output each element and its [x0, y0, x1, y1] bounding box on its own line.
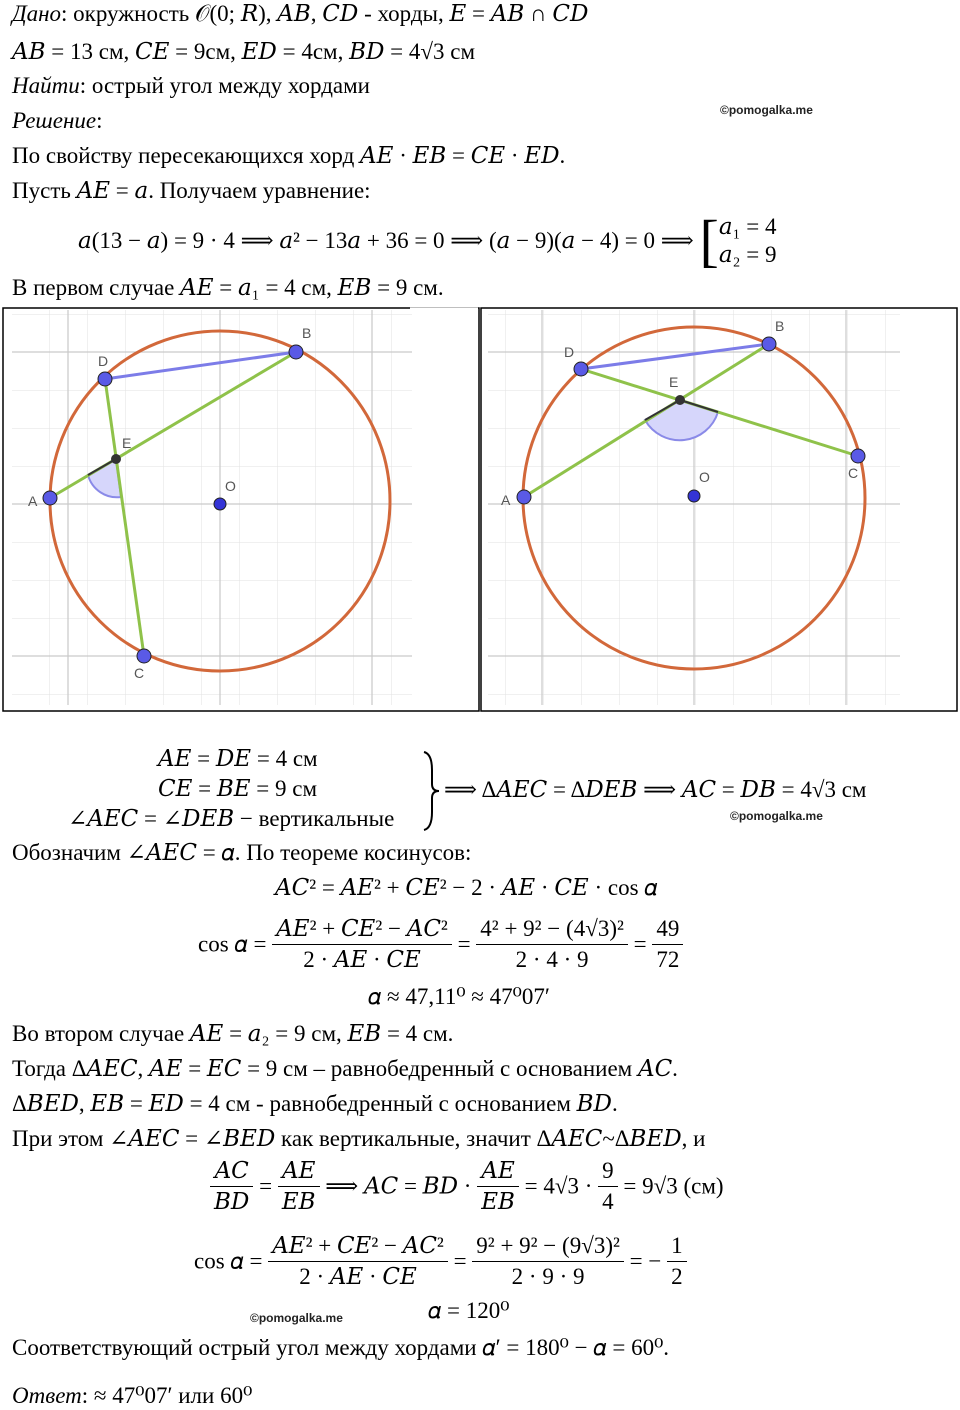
given-label: Дано [12, 1, 62, 26]
left-grid [12, 310, 412, 705]
system-line-1: 𝐴𝐸 = 𝐷𝐸 = 4 см [158, 746, 318, 771]
cos2-num-2: 9² + 9² − (9√3)² [472, 1231, 624, 1262]
ratio-den-3: 𝐸𝐵 [481, 1189, 515, 1214]
ratio-num-3: 𝐴𝐸 [477, 1156, 519, 1187]
ratio-den-2: 𝐸𝐵 [281, 1189, 316, 1214]
cos2-lhs: cos 𝛼 = [194, 1248, 263, 1274]
left-point-e [111, 454, 121, 464]
right-label-d: D [564, 344, 575, 360]
left-label-c: C [134, 665, 145, 681]
case-1: В первом случае 𝐴𝐸 = 𝑎₁ = 4 см, 𝐸𝐵 = 9 см. [12, 275, 444, 300]
find-label: Найти [12, 73, 80, 98]
cos2-minus: = − [629, 1248, 662, 1274]
cos1-num-1: 𝐴𝐸² + 𝐶𝐸² − 𝐴𝐶² [272, 914, 452, 945]
right-point-e [675, 395, 685, 405]
given-values: 𝐴𝐵 = 13 см, 𝐶𝐸 = 9см, 𝐸𝐷 = 4см, 𝐵𝐷 = 4√3 см [12, 39, 476, 64]
alpha-2: 𝛼 = 120⁰ [428, 1298, 510, 1323]
system-result: ⟹ Δ𝐴𝐸𝐶 = Δ𝐷𝐸𝐵 ⟹ 𝐴𝐶 = 𝐷𝐵 = 4√3 см [444, 777, 867, 802]
case-2: Во втором случае 𝐴𝐸 = 𝑎₂ = 9 см, 𝐸𝐵 = 4 см. [12, 1021, 454, 1046]
ratio-frac-4 [598, 1156, 618, 1217]
cos2-frac-1 [268, 1231, 448, 1292]
roots-bracket: [ [699, 208, 719, 273]
cos1-frac-2 [476, 914, 628, 975]
ratio-end: = 9√3 (см) [623, 1173, 724, 1199]
right-label-a: A [501, 492, 511, 508]
system-line-3: ∠𝐴𝐸𝐶 = ∠𝐷𝐸𝐵 − вертикальные [68, 806, 395, 831]
right-point-d [574, 362, 588, 376]
bed-line: Δ𝐵𝐸𝐷, 𝐸𝐵 = 𝐸𝐷 = 4 см - равнобедренный с основанием 𝐵𝐷. [12, 1091, 618, 1116]
similar-line: При этом ∠𝐴𝐸𝐶 = ∠𝐵𝐸𝐷 как вертикальные, значит Δ𝐴𝐸𝐶~Δ𝐵𝐸𝐷, и [12, 1126, 706, 1151]
system-line-2: 𝐶𝐸 = 𝐵𝐸 = 9 см [158, 776, 318, 801]
cos-formula-1 [198, 914, 683, 975]
cos2-den-1: 2 · 𝐴𝐸 · 𝐶𝐸 [299, 1264, 417, 1289]
system-brace [420, 750, 442, 832]
figures [0, 300, 960, 715]
answer-label: Ответ [12, 1383, 82, 1408]
chord-property: По свойству пересекающихся хорд 𝐴𝐸 · 𝐸𝐵 = 𝐶𝐸 · 𝐸𝐷. [12, 143, 566, 168]
watermark-3: ©pomogalka.me [250, 1311, 343, 1325]
cos1-frac-3 [652, 914, 683, 975]
right-label-c: C [848, 465, 859, 481]
left-label-a: A [28, 493, 38, 509]
cos2-frac-3 [667, 1231, 687, 1292]
cos1-eq-2: = [633, 931, 647, 957]
find-text: : острый угол между хордами [79, 73, 370, 98]
left-label-b: B [302, 325, 312, 341]
cos1-num-3: 49 [652, 914, 683, 945]
ratio-num-2: 𝐴𝐸 [278, 1156, 320, 1187]
answer-line [12, 1382, 252, 1410]
left-point-a [43, 491, 57, 505]
watermark-1: ©pomogalka.me [720, 103, 813, 117]
left-point-b [289, 345, 303, 359]
cos1-lhs: cos 𝛼 = [198, 931, 267, 957]
ratio-frac-1 [210, 1156, 253, 1217]
right-point-a [517, 490, 531, 504]
root-2: 𝑎₂ = 9 [718, 242, 777, 267]
given-text: : окружность 𝒪(0; 𝑅), 𝐴𝐵, 𝐶𝐷 - хорды, 𝐸 = 𝐴𝐵 ∩ 𝐶𝐷 [61, 1, 589, 26]
ratio-num-1: 𝐴𝐶 [210, 1156, 253, 1187]
right-label-o: O [699, 469, 710, 485]
right-label-e: E [669, 374, 679, 390]
ratio-den-4: 4 [602, 1189, 614, 1214]
cos2-num-1: 𝐴𝐸² + 𝐶𝐸² − 𝐴𝐶² [268, 1231, 448, 1262]
cos2-eq-1: = [453, 1248, 467, 1274]
cosine-law: 𝐴𝐶² = 𝐴𝐸² + 𝐶𝐸² − 2 · 𝐴𝐸 · 𝐶𝐸 · cos 𝛼 [275, 875, 658, 900]
given-line [12, 0, 588, 28]
left-label-o: O [225, 478, 236, 494]
alpha-1: 𝛼 ≈ 47,11⁰ ≈ 47⁰07′ [368, 984, 550, 1009]
ratio-formula [210, 1156, 724, 1217]
cos2-den-2: 2 · 9 · 9 [511, 1264, 585, 1289]
ratio-frac-3 [477, 1156, 519, 1217]
cos-formula-2 [194, 1231, 687, 1292]
ratio-den-1: 𝐵𝐷 [214, 1189, 250, 1214]
answer-text: : ≈ 47⁰07′ или 60⁰ [81, 1383, 253, 1408]
solution-colon: : [96, 108, 103, 133]
denote-line: Обозначим ∠𝐴𝐸𝐶 = 𝛼. По теореме косинусов: [12, 840, 472, 865]
left-point-d [98, 372, 112, 386]
root-1: 𝑎₁ = 4 [718, 214, 777, 239]
right-point-b [762, 337, 776, 351]
roots [719, 213, 777, 269]
watermark-2: ©pomogalka.me [730, 809, 823, 823]
ratio-num-4: 9 [598, 1156, 618, 1187]
cos1-num-2: 4² + 9² − (4√3)² [476, 914, 628, 945]
cos2-den-3: 2 [671, 1264, 683, 1289]
right-point-c [851, 449, 865, 463]
let-ae: Пусть 𝐴𝐸 = 𝑎. Получаем уравнение: [12, 178, 371, 203]
ratio-frac-2 [278, 1156, 320, 1217]
left-point-o [214, 498, 226, 510]
solution-label: Решение [12, 108, 97, 133]
right-point-o [688, 490, 700, 502]
left-label-d: D [98, 353, 109, 369]
acute-angle: Соответствующий острый угол между хордами 𝛼′ = 180⁰ − 𝛼 = 60⁰. [12, 1335, 670, 1360]
cos1-den-1: 2 · 𝐴𝐸 · 𝐶𝐸 [303, 947, 421, 972]
cos1-frac-1 [272, 914, 452, 975]
quadratic-equation [78, 208, 777, 273]
solution-line [12, 107, 103, 135]
ratio-mid-2: = 4√3 · [524, 1173, 593, 1199]
cos1-den-2: 2 · 4 · 9 [515, 947, 589, 972]
cos2-num-3: 1 [667, 1231, 687, 1262]
right-label-b: B [775, 318, 785, 334]
ratio-mid: ⟹ 𝐴𝐶 = 𝐵𝐷 · [325, 1173, 472, 1199]
ratio-eq: = [259, 1173, 273, 1199]
left-point-c [137, 649, 151, 663]
left-label-e: E [122, 435, 132, 451]
find-line [12, 72, 370, 100]
then-aec: Тогда Δ𝐴𝐸𝐶, 𝐴𝐸 = 𝐸𝐶 = 9 см – равнобедренный с основанием 𝐴𝐶. [12, 1056, 678, 1081]
equation-text: 𝑎(13 − 𝑎) = 9 · 4 ⟹ 𝑎² − 13𝑎 + 36 = 0 ⟹ (𝑎 − 9)(𝑎 − 4) = 0 ⟹ [78, 228, 694, 253]
cos1-den-3: 72 [656, 947, 680, 972]
cos2-frac-2 [472, 1231, 624, 1292]
cos1-eq-1: = [457, 931, 471, 957]
